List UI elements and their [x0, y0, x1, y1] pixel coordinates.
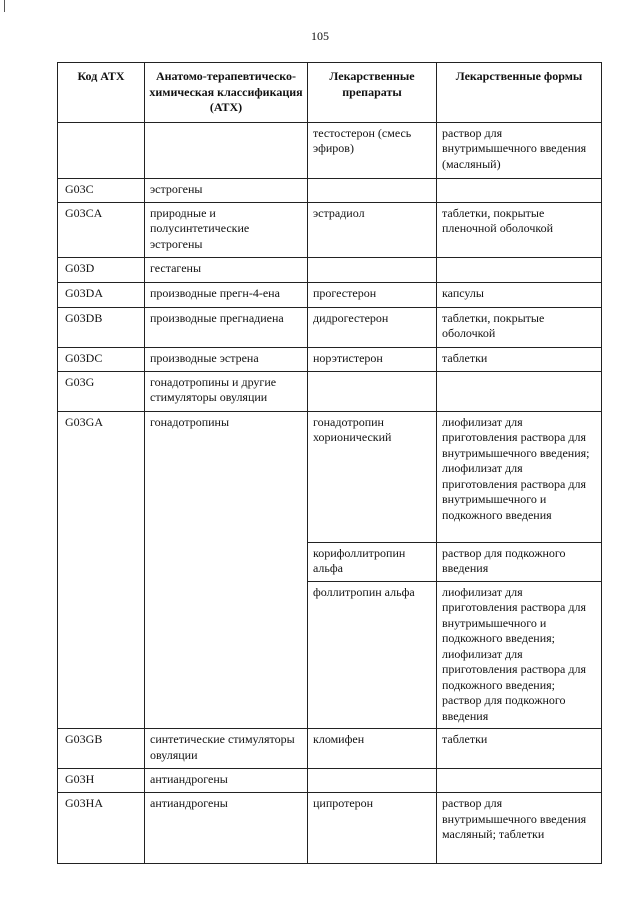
cell-classification: гестагены	[145, 257, 308, 282]
cell-code: G03HA	[58, 793, 145, 864]
table-row	[58, 178, 602, 202]
page-number: 105	[311, 29, 329, 43]
table-row	[58, 729, 602, 769]
cell-drug: дидрогестерон	[308, 307, 437, 347]
table-row	[58, 122, 602, 178]
cell-classification: антиандрогены	[145, 793, 308, 864]
cell-code: G03D	[58, 257, 145, 282]
table-row	[58, 581, 602, 729]
table-header-row	[58, 63, 602, 123]
header-drugs: Лекарственные препараты	[308, 63, 437, 123]
cell-drug: фоллитропин альфа	[308, 581, 437, 729]
cell-classification: производные эстрена	[145, 347, 308, 371]
cell-drug: тестостерон (смесь эфиров)	[308, 122, 437, 178]
cell-form: раствор для внутримышечного введения масляный; таблетки	[437, 793, 602, 864]
cell-form: раствор для внутримышечного введения (масляный)	[437, 122, 602, 178]
cell-drug: гонадотропин хорионический	[308, 411, 437, 542]
cell-classification: гонадотропины и другие стимуляторы овуляции	[145, 371, 308, 411]
cell-code	[58, 542, 145, 581]
cell-drug	[308, 257, 437, 282]
cell-form: таблетки	[437, 347, 602, 371]
cell-form: таблетки, покрытые пленочной оболочкой	[437, 202, 602, 257]
cell-classification: эстрогены	[145, 178, 308, 202]
cell-classification	[145, 581, 308, 729]
cell-classification: природные и полусинтетические эстрогены	[145, 202, 308, 257]
table-row	[58, 257, 602, 282]
cell-classification: антиандрогены	[145, 769, 308, 793]
corner-mark	[4, 0, 5, 12]
cell-drug: норэтистерон	[308, 347, 437, 371]
cell-code: G03DB	[58, 307, 145, 347]
cell-classification: синтетические стимуляторы овуляции	[145, 729, 308, 769]
table-row	[58, 793, 602, 864]
cell-form	[437, 371, 602, 411]
cell-form: лиофилизат для приготовления раствора для внутримышечного и подкожного введения; лиофилизат для приготовления раствора для подкожного введения; раствор для подкожного введения	[437, 581, 602, 729]
cell-drug: кломифен	[308, 729, 437, 769]
cell-form: лиофилизат для приготовления раствора для внутримышечного введения; лиофилизат для приготовления раствора для внутримышечного и подкожного введения	[437, 411, 602, 542]
cell-classification: производные прегн-4-ена	[145, 282, 308, 307]
cell-form	[437, 257, 602, 282]
cell-classification	[145, 122, 308, 178]
cell-drug	[308, 371, 437, 411]
cell-form	[437, 178, 602, 202]
cell-form: таблетки	[437, 729, 602, 769]
table-row	[58, 371, 602, 411]
table-row	[58, 202, 602, 257]
cell-code: G03G	[58, 371, 145, 411]
cell-classification: производные прегнадиена	[145, 307, 308, 347]
table-row	[58, 307, 602, 347]
cell-form: таблетки, покрытые оболочкой	[437, 307, 602, 347]
header-code: Код АТХ	[58, 63, 145, 123]
table-row	[58, 282, 602, 307]
cell-drug: ципротерон	[308, 793, 437, 864]
atx-table	[57, 62, 602, 864]
cell-code: G03DA	[58, 282, 145, 307]
cell-code: G03H	[58, 769, 145, 793]
cell-drug: эстрадиол	[308, 202, 437, 257]
cell-classification: гонадотропины	[145, 411, 308, 542]
cell-drug	[308, 769, 437, 793]
cell-drug: корифоллитропин альфа	[308, 542, 437, 581]
table-row	[58, 542, 602, 581]
cell-code: G03C	[58, 178, 145, 202]
cell-code	[58, 581, 145, 729]
header-forms: Лекарственные формы	[437, 63, 602, 123]
table-row	[58, 411, 602, 542]
cell-code: G03GA	[58, 411, 145, 542]
table-row	[58, 347, 602, 371]
cell-form: капсулы	[437, 282, 602, 307]
header-classification: Анатомо-терапевтическо-химическая классификация (АТХ)	[145, 63, 308, 123]
cell-code: G03GB	[58, 729, 145, 769]
cell-code: G03CA	[58, 202, 145, 257]
cell-code: G03DC	[58, 347, 145, 371]
cell-drug	[308, 178, 437, 202]
cell-form	[437, 769, 602, 793]
cell-classification	[145, 542, 308, 581]
cell-form: раствор для подкожного введения	[437, 542, 602, 581]
cell-code	[58, 122, 145, 178]
cell-drug: прогестерон	[308, 282, 437, 307]
table-row	[58, 769, 602, 793]
